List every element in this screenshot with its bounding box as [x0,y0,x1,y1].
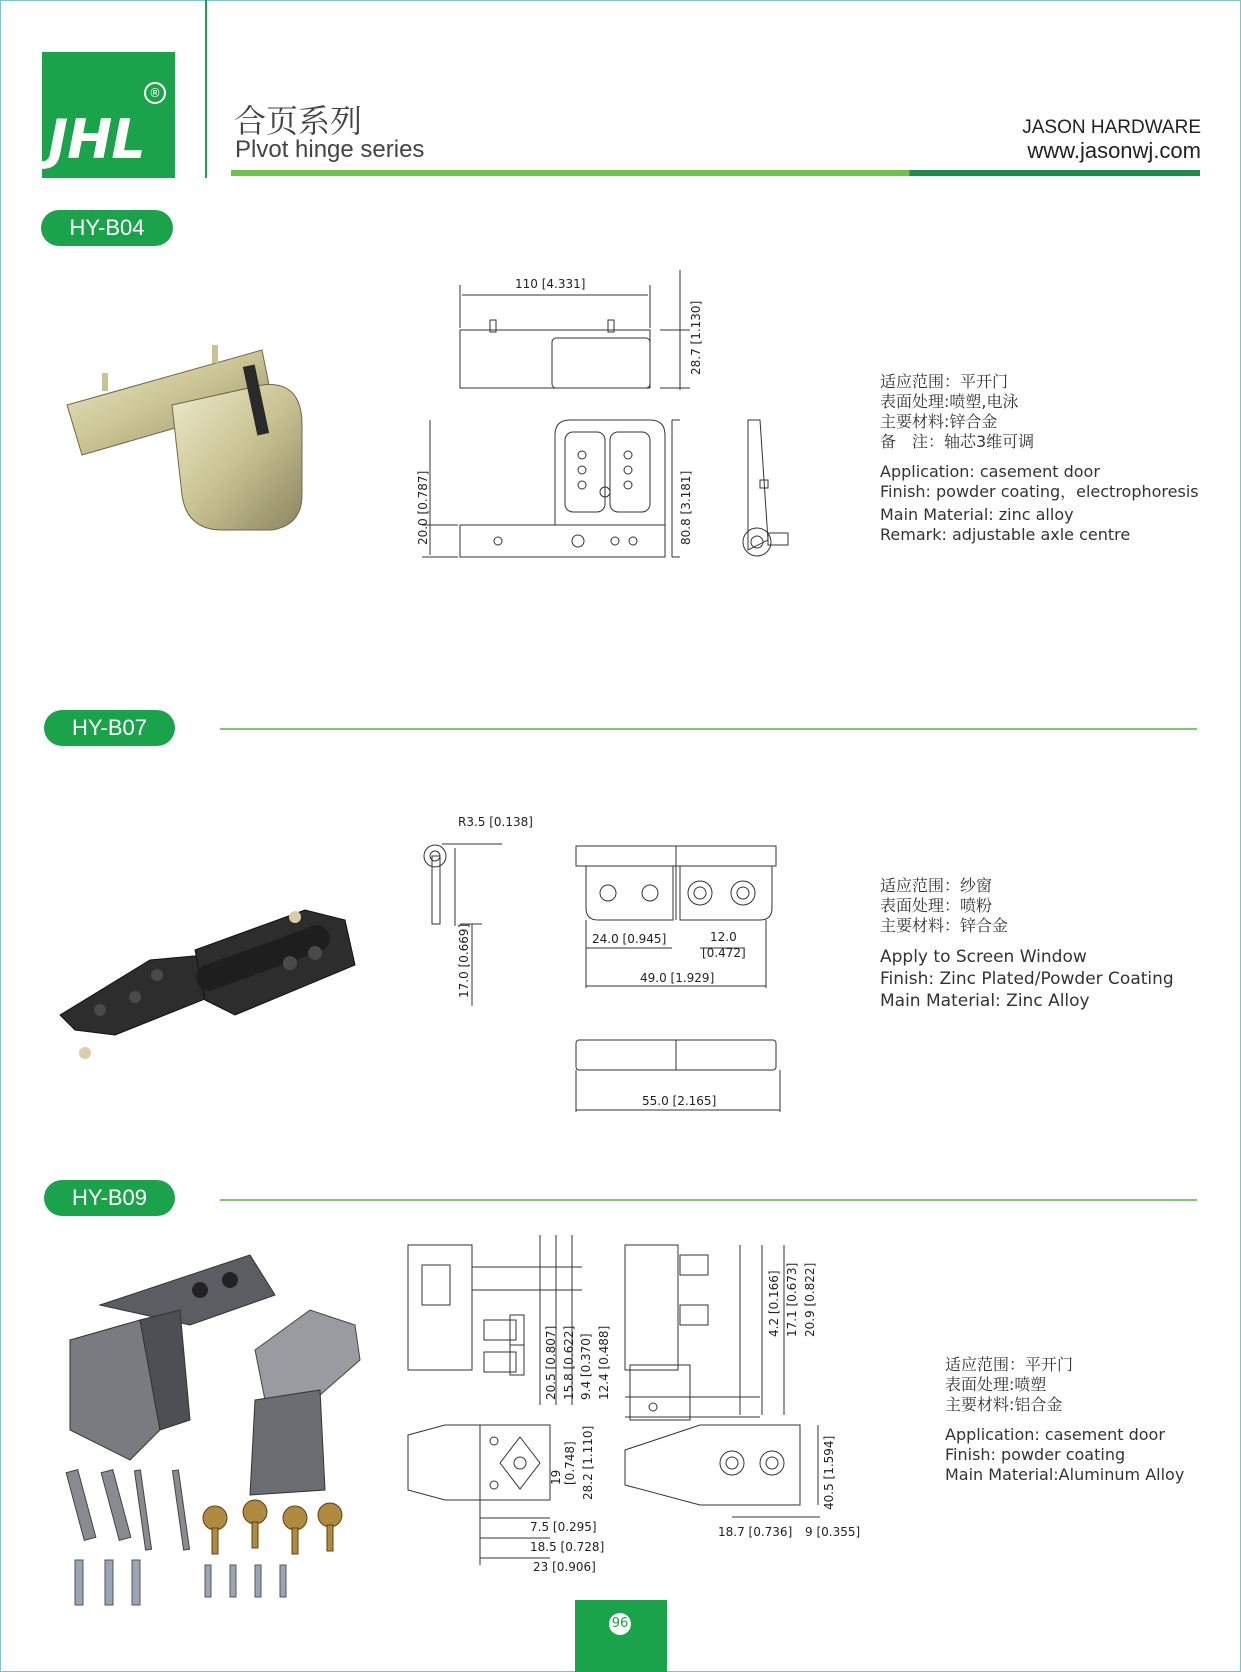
spec-hy-b04 [880,372,1199,545]
dim-radius: R3.5 [0.138] [458,815,533,829]
dim-base-height: 20.0 [0.787] [416,470,430,545]
dim-l: 23 [0.906] [533,1560,596,1574]
dim-hole-offset-inch: [0.472] [702,946,746,960]
spec-line: 适应范围：平开门 [945,1355,1074,1374]
dim-leaf-height: 17.0 [0.669] [457,923,471,998]
spec-line: Remark: adjustable axle centre [880,525,1131,544]
spec-line: Finish: powder coating [945,1445,1126,1464]
logo-text: JHL [48,108,145,171]
page-number: 96 [609,1613,631,1635]
drawing-hy-b07 [410,808,810,1118]
dim-o: 9 [0.355] [805,1525,861,1539]
brand-name: JASON HARDWARE [1022,117,1201,138]
dim-d: 12.4 [0.488] [597,1325,611,1400]
spec-line: 适应范围：纱窗 [880,876,993,895]
website: www.jasonwj.com [1027,138,1201,163]
dim-c: 9.4 [0.370] [579,1333,593,1400]
dim-total-height: 80.8 [3.181] [679,470,693,545]
section-rule [220,1199,1197,1201]
dim-f: 17.1 [0.673] [785,1262,799,1337]
dim-j: 7.5 [0.295] [530,1520,597,1534]
product-photo-hy-b04 [62,345,322,545]
product-code-badge: HY-B07 [44,710,175,746]
page-number-tab [575,1600,667,1672]
dim-m: 40.5 [1.594] [822,1435,836,1510]
spec-line: 主要材料：锌合金 [880,916,1009,935]
product-photo-hy-b09 [60,1250,390,1610]
spec-line: 表面处理:喷塑,电泳 [880,392,1019,411]
spec-line: 主要材料:铝合金 [945,1395,1063,1414]
spec-line: Main Material:Aluminum Alloy [945,1465,1185,1484]
spec-line: Finish: Zinc Plated/Powder Coating [880,969,1174,989]
dim-k: 18.5 [0.728] [530,1540,605,1554]
dim-a: 20.5 [0.807] [544,1325,558,1400]
dim-h: 19 [549,1469,563,1485]
dim-hole-offset: 12.0 [710,930,737,944]
spec-line: Application: casement door [880,462,1100,481]
catalog-title-en: Plvot hinge series [235,136,425,163]
dim-b: 15.8 [0.622] [562,1325,576,1400]
dim-e: 4.2 [0.166] [767,1270,781,1337]
spec-hy-b07 [880,876,1174,1012]
dim-n: 18.7 [0.736] [718,1525,793,1539]
spec-line: Application: casement door [945,1425,1165,1444]
product-photo-hy-b07 [55,905,365,1065]
drawing-hy-b09 [400,1235,880,1575]
dim-i: 28.2 [1.110] [581,1425,595,1500]
product-code-badge: HY-B04 [41,210,173,246]
dim-leaf-width: 49.0 [1.929] [640,971,715,985]
header-divider [205,0,207,178]
spec-line: Apply to Screen Window [880,947,1087,967]
spec-hy-b09 [945,1355,1184,1485]
spec-line: Main Material: Zinc Alloy [880,991,1090,1011]
dim-total-length: 55.0 [2.165] [642,1094,717,1108]
registered-mark: ® [144,82,166,104]
drawing-hy-b04 [400,250,820,570]
dim-g: 20.9 [0.822] [803,1262,817,1337]
spec-line: Main Material: zinc alloy [880,505,1074,524]
dim-width: 110 [4.331] [515,277,586,291]
catalog-title-cn: 合页系列 [234,102,363,140]
spec-line: 适应范围：平开门 [880,372,1009,391]
product-code-badge: HY-B09 [44,1180,175,1216]
spec-line: 表面处理：喷粉 [880,896,993,915]
section-rule [220,728,1197,730]
jhl-logo [42,52,175,178]
dim-top-height: 28.7 [1.130] [689,300,703,375]
header-rule [231,170,1200,176]
dim-h-inch: [0.748] [563,1441,577,1485]
spec-line: 表面处理:喷塑 [945,1375,1047,1394]
spec-line: 备 注：轴芯3维可调 [880,432,1035,451]
spec-line: 主要材料:锌合金 [880,412,998,431]
spec-line: Finish: powder coating，electrophoresis [880,482,1199,501]
dim-hole-spacing: 24.0 [0.945] [592,932,667,946]
